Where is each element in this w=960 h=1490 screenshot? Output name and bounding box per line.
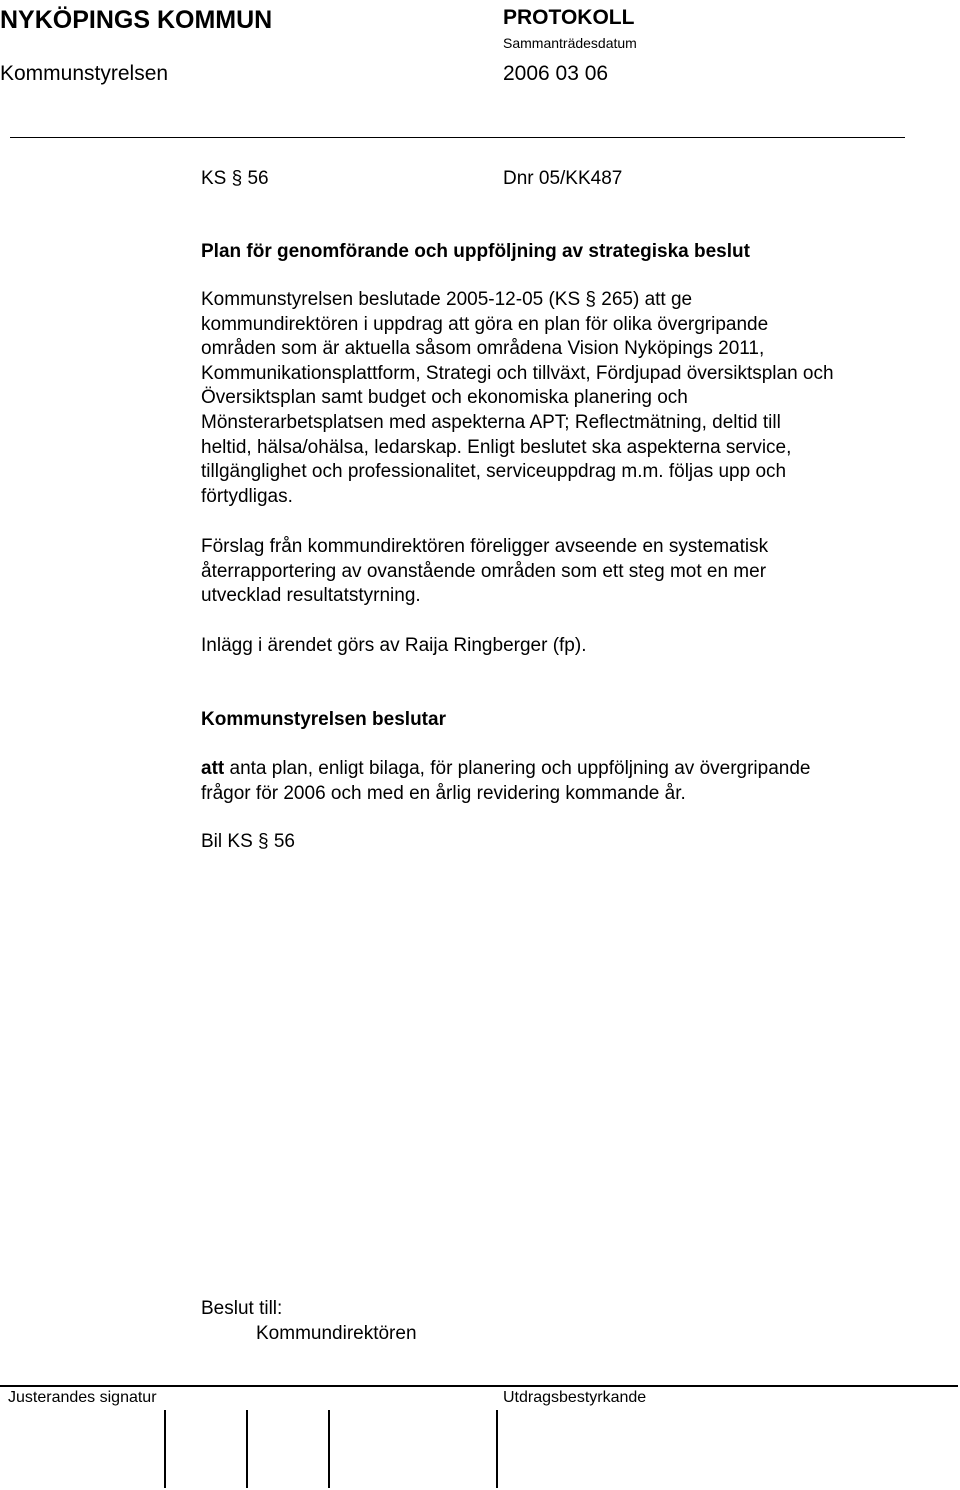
- case-registration-number: Dnr 05/KK487: [503, 168, 623, 189]
- footer-signature-label: Justerandes signatur: [8, 1389, 157, 1406]
- signature-box-divider: [328, 1410, 330, 1488]
- case-title: Plan för genomförande och uppföljning av strategiska beslut: [201, 241, 750, 262]
- signature-box-divider: [246, 1410, 248, 1488]
- decision-text: [201, 757, 931, 806]
- paragraph-input: [201, 634, 931, 659]
- organization-name: NYKÖPINGS KOMMUN: [0, 6, 273, 34]
- sent-to-label: Beslut till:: [201, 1298, 283, 1319]
- signature-box-divider: [164, 1410, 166, 1488]
- decision-heading: Kommunstyrelsen beslutar: [201, 709, 446, 730]
- signature-box-divider: [496, 1410, 498, 1488]
- decision-line-2: frågor för 2006 och med en årlig revidering kommande år.: [201, 782, 686, 804]
- header-divider: [10, 137, 905, 138]
- att-keyword: att: [201, 758, 225, 779]
- document-type: PROTOKOLL: [503, 6, 635, 29]
- paragraph-line: områden som är aktuella såsom områdena Vision Nyköpings 2011,: [201, 338, 765, 360]
- date-label: Sammanträdesdatum: [503, 35, 637, 51]
- decision-line: [201, 757, 931, 782]
- footer-divider: [0, 1385, 958, 1387]
- paragraph-line: Förslag från kommundirektören föreligger avseende en systematisk: [201, 536, 769, 557]
- paragraph-line: utvecklad resultatstyrning.: [201, 585, 421, 607]
- paragraph-line: Kommunstyrelsen beslutade 2005-12-05 (KS § 265) att ge: [201, 289, 693, 310]
- paragraph-line: heltid, hälsa/ohälsa, ledarskap. Enligt beslutet ska aspekterna service,: [201, 436, 792, 458]
- committee-name: Kommunstyrelsen: [0, 62, 169, 85]
- paragraph-line: Mönsterarbetsplatsen med aspekterna APT; Reflectmätning, deltid till: [201, 411, 781, 433]
- paragraph-line: återrapportering av ovanstående områden som ett steg mot en mer: [201, 560, 767, 582]
- case-section-ref: KS § 56: [201, 168, 269, 189]
- paragraph-line: Kommunikationsplattform, Strategi och tillväxt, Fördjupad översiktsplan och: [201, 362, 834, 384]
- paragraph-proposal: [201, 535, 931, 609]
- paragraph-line: förtydligas.: [201, 485, 293, 507]
- decision-line-1: anta plan, enligt bilaga, för planering och uppföljning av övergripande: [224, 758, 811, 779]
- meeting-date: 2006 03 06: [503, 62, 609, 85]
- paragraph-line: kommundirektören i uppdrag att göra en plan för olika övergripande: [201, 313, 769, 335]
- paragraph-line: Översiktsplan samt budget och ekonomiska planering och: [201, 387, 688, 409]
- sent-to-recipient: Kommundirektören: [256, 1323, 417, 1344]
- attachment-ref: Bil KS § 56: [201, 831, 295, 852]
- paragraph-line: tillgänglighet och professionalitet, serviceuppdrag m.m. följas upp och: [201, 461, 787, 483]
- paragraph-background: [201, 288, 931, 509]
- footer-certification-label: Utdragsbestyrkande: [503, 1389, 647, 1406]
- paragraph-line: Inlägg i ärendet görs av Raija Ringberger (fp).: [201, 635, 587, 656]
